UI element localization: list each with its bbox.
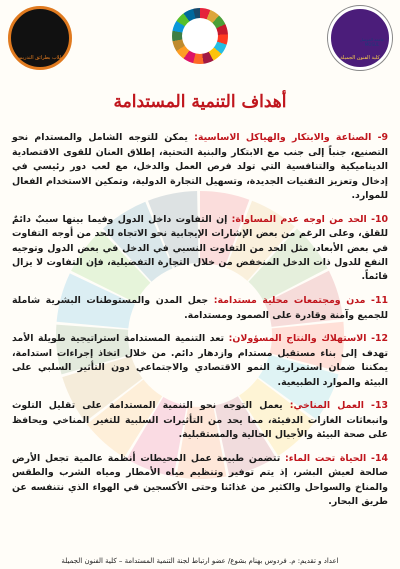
goal-heading: 9- الصناعة والابتكار والهياكل الاساسية:: [194, 132, 388, 144]
goals-list: [12, 122, 388, 518]
goal-body: يمكن للتوجه الشامل والمستدام نحو التصنيع، جنباً إلى جنب مع الابتكار والبنية التحتية، إطلاق العنان للقوى الاقتصادية الديناميكية والتنافسية التي تولد فرص العمل والدخل، مع لعب دور رئيسي في إدخال وتعزيز التقنيات الجديدة، وتسهيل التجارة الدولية، وتمكين الاستخدام الفعال للموارد.: [12, 132, 388, 202]
goal-body: تعد التنمية المستدامة استراتيجية طويلة الأمد تهدف إلى بناء مستقبل مستدام وازدهار دائم. من خلال اتخاذ إجراءات استدامة، يمكننا ضمان استمرارية النمو الاقتصادي والاجتماعي دون التأثير السلبي على البيئة والموارد الطبيعية.: [12, 333, 388, 388]
goal-body: تتضمن طبيعة عمل المحيطات أنظمة عالمية تجعل الأرض صالحة لعيش البشر، إذ يتم توفير وتنظيم مياه الأمطار ومياه الشرب والطقس والمناخ والسواحل والكثير من غذائنا وحتى الأكسجين في الهواء الذي نتنفسه عن طريق البحار.: [12, 453, 388, 508]
goal-heading: 14- الحياة تحت الماء:: [285, 453, 388, 465]
goal-heading: 13- العمل المناخي:: [289, 400, 388, 412]
right-logo-label: كلية الفنون الجميلة: [340, 55, 380, 61]
goal-body: إن التفاوت داخل الدول وفيما بينها سببٌ دائمٌ للقلق، وعلى الرغم من بعض الإشارات الإيجابية نحو الاتجاه للحد من أوجه التفاوت في بعض الأبعاد، مثل الحد من التفاوت النسبي في الدخل في بعض الدول وتوجيه النفع للدول ذات الدخل المنخفض من خلال التجارة التفضيلية، فإن التفاوت لا يزال قائماً.: [12, 213, 388, 283]
goal-item: [12, 131, 388, 203]
goal-heading: 10- الحد من اوجه عدم المساواة:: [231, 213, 389, 225]
center-logo-text: جامعة الموصل MOSUL: [359, 37, 385, 47]
goal-item: [12, 213, 388, 285]
credits-footer: اعداد و تقديم: م. فردوس بهنام بشوع/ عضو ارتباط لجنة التنمية المستدامة – كلية الفنون الجميلة: [61, 557, 339, 565]
goal-heading: 11- مدن ومجتمعات محلية مستدامة:: [213, 295, 388, 307]
goal-heading: 12- الاستهلاك والنتاج المسؤولان:: [228, 333, 389, 345]
college-logo-left: [8, 6, 72, 70]
goal-item: [12, 294, 388, 323]
header: [0, 0, 400, 90]
goal-body: يعمل التوجه نحو التنمية المستدامة على تقليل التلوث وانبعاثات الغازات الدفيئة، مما يحد من التأثيرات السلبية للتغير المناخي ويحافظ على صحة البيئة والأجيال الحالية والمستقبلية.: [12, 400, 388, 441]
goal-item: [12, 452, 388, 510]
page-title: أهداف التنمية المستدامة: [113, 92, 287, 112]
goal-body: جعل المدن والمستوطنات البشرية شاملة للجميع وآمنة وقادرة على الصمود ومستدامة.: [12, 295, 388, 321]
goal-item: [12, 332, 388, 390]
left-logo-label: طلاب بطرائق التدريس: [16, 55, 64, 61]
goal-item: [12, 399, 388, 442]
